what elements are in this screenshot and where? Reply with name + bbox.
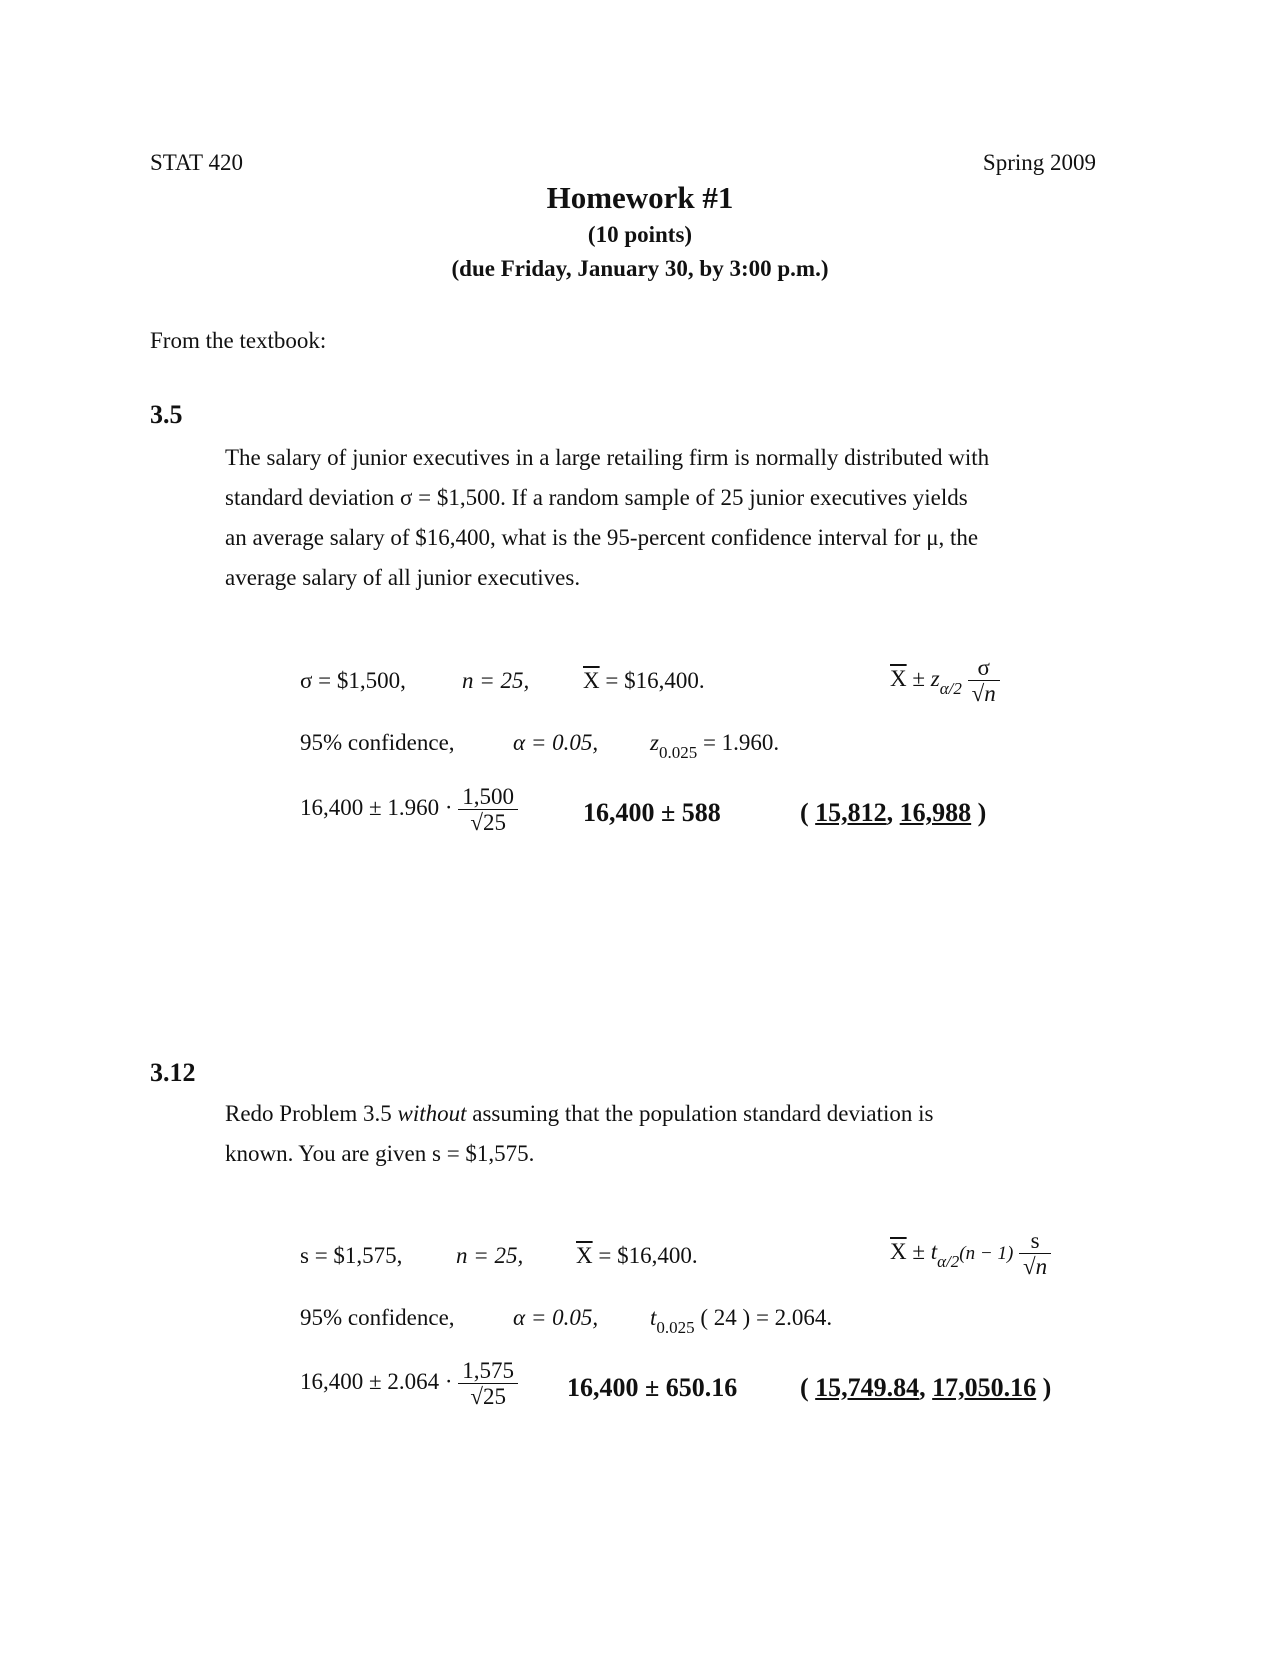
calculation-3-5 [300,784,518,836]
interval-close: ) [1042,1373,1052,1402]
problem-3-5-text [225,438,989,598]
interval-sep: , [886,798,900,827]
ci-formula-z [890,655,1000,707]
formula-pm: ± [906,666,931,692]
given-n: n = 25, [456,1243,524,1268]
intro-text: From the textbook: [150,328,327,353]
alpha-value [513,1305,598,1331]
calc-fraction [458,784,518,836]
given-s: s = $1,575, [300,1243,403,1268]
given-xbar [583,668,705,694]
crit-symbol: z [650,730,659,755]
course-code: STAT 420 [150,150,243,175]
formula-denominator: √n [968,680,1000,706]
alpha-text: α = 0.05, [513,730,599,755]
formula-crit: t [930,1239,938,1265]
result-3-12: 16,400 ± 650.16 [567,1373,738,1402]
text-post: assuming that the population standard deviation is [466,1101,934,1126]
alpha-text: α = 0.05, [513,1305,599,1330]
term: Spring 2009 [982,150,1096,175]
crit-value: = 1.960. [697,730,780,755]
interval-open: ( [800,798,809,827]
formula-crit-sub: α/2 [937,1252,960,1272]
formula-den-var: n [1035,1254,1048,1280]
given-sigma: σ = $1,500, [300,668,406,693]
formula-numerator: s [1030,1228,1040,1253]
text-pre: Redo Problem 3.5 [225,1101,398,1126]
formula-fraction [1019,1228,1051,1280]
interval-upper: 17,050.16 [932,1373,1037,1402]
given-xbar [576,1243,698,1269]
crit-subscript: 0.025 [658,743,698,762]
problem-text-line: The salary of junior executives in a large retailing firm is normally distributed with [225,445,990,470]
formula-fraction [968,655,1000,707]
calc-den-value: 25 [482,810,506,836]
problem-3-12-text [225,1094,933,1174]
points-note: (10 points) [587,222,693,247]
calc-denominator: √25 [458,809,518,835]
formula-denominator: √n [1019,1253,1051,1279]
ci-formula-t [890,1228,1051,1280]
formula-crit-sub: α/2 [939,679,962,699]
problem-text-line: known. You are given s = $1,575. [225,1141,535,1166]
interval-3-12 [800,1373,1051,1403]
problem-text-line: average salary of all junior executives. [225,565,581,590]
interval-close: ) [977,798,987,827]
formula-crit: z [930,666,940,692]
formula-xbar: $\overline{X}$ [890,666,907,692]
text-italic: without [397,1101,467,1126]
confidence-label: 95% confidence, [300,730,455,755]
formula-numerator: σ [977,655,990,680]
calculation-3-12 [300,1358,518,1410]
calc-numerator: 1,575 [462,1358,515,1383]
calc-denominator: √25 [458,1383,518,1409]
interval-3-5 [800,798,986,828]
xbar-value: = $16,400. [599,668,705,693]
interval-lower: 15,749.84 [815,1373,920,1402]
interval-sep: , [919,1373,933,1402]
formula-xbar: $\overline{X}$ [890,1239,907,1265]
calc-den-value: 25 [482,1384,506,1410]
calc-prefix: 16,400 ± 2.064 · [300,1369,453,1395]
critical-value [650,1305,832,1338]
page-title: Homework #1 [546,180,734,215]
confidence-label: 95% confidence, [300,1305,455,1330]
crit-value: ( 24 ) = 2.064. [694,1305,833,1330]
crit-subscript: 0.025 [656,1318,695,1337]
formula-df: (n − 1) [959,1243,1014,1265]
due-date: (due Friday, January 30, by 3:00 p.m.) [451,256,829,281]
calc-prefix: 16,400 ± 1.960 · [300,795,453,821]
problem-number-3-12: 3.12 [150,1058,196,1087]
xbar-symbol: $\overline{X}$ [583,668,600,693]
calc-numerator: 1,500 [462,784,515,809]
problem-number-3-5: 3.5 [150,400,183,429]
xbar-symbol: $\overline{X}$ [576,1243,593,1268]
crit-symbol: t [650,1305,657,1330]
given-n: n = 25, [462,668,530,693]
problem-text-line: standard deviation σ = $1,500. If a random sample of 25 junior executives yields [225,485,968,510]
result-3-5: 16,400 ± 588 [583,798,721,827]
interval-lower: 15,812 [815,798,887,827]
alpha-value [513,730,598,756]
interval-open: ( [800,1373,809,1402]
problem-text-line: an average salary of $16,400, what is the 95-percent confidence interval for μ, the [225,525,979,550]
problem-text-line [225,1094,933,1134]
calc-fraction [458,1358,518,1410]
formula-den-var: n [984,681,996,707]
critical-value [650,730,779,763]
formula-pm: ± [906,1239,931,1265]
xbar-value: = $16,400. [592,1243,698,1268]
interval-upper: 16,988 [899,798,972,827]
